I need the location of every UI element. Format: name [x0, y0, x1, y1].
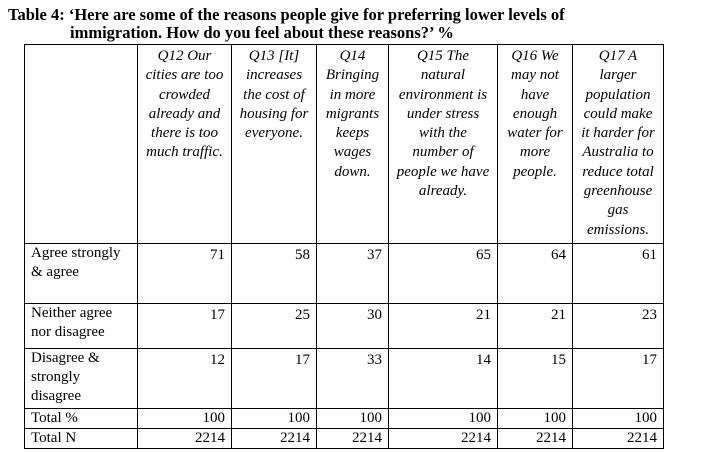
table-cell: 2214	[138, 429, 232, 449]
table-cell: 100	[498, 409, 573, 429]
header-corner-cell	[25, 45, 138, 244]
column-header-q16: Q16 We may not have enough water for more people.	[498, 45, 573, 244]
table-row-total-n	[25, 429, 664, 449]
table-cell: 2214	[573, 429, 664, 449]
table-cell: 2214	[232, 429, 317, 449]
column-header-q13: Q13 [It] increases the cost of housing for everyone.	[232, 45, 317, 244]
table-cell: 2214	[317, 429, 389, 449]
table-cell: 12	[138, 349, 232, 409]
table-cell: 33	[317, 349, 389, 409]
table-title-line-1: Table 4: ‘Here are some of the reasons people give for preferring lower levels of	[8, 5, 565, 24]
table-row-agree	[25, 244, 664, 304]
table-cell: 23	[573, 304, 664, 349]
table-cell: 14	[389, 349, 498, 409]
table-cell: 71	[138, 244, 232, 304]
table-cell: 17	[232, 349, 317, 409]
row-label: Disagree & strongly disagree	[25, 349, 138, 409]
table-row-total-percent	[25, 409, 664, 429]
column-header-q15: Q15 The natural environment is under stress with the number of people we have already.	[389, 45, 498, 244]
table-cell: 21	[498, 304, 573, 349]
table-cell: 2214	[498, 429, 573, 449]
table-cell: 37	[317, 244, 389, 304]
table-title	[8, 6, 714, 42]
table-cell: 100	[232, 409, 317, 429]
table-cell: 100	[573, 409, 664, 429]
table-cell: 30	[317, 304, 389, 349]
table-cell: 100	[317, 409, 389, 429]
table-header-row	[25, 45, 664, 244]
survey-table	[24, 44, 664, 449]
row-label: Total %	[25, 409, 138, 429]
table-cell: 65	[389, 244, 498, 304]
table-cell: 100	[389, 409, 498, 429]
column-header-q12: Q12 Our cities are too crowded already and there is too much traffic.	[138, 45, 232, 244]
table-cell: 25	[232, 304, 317, 349]
table-cell: 21	[389, 304, 498, 349]
table-cell: 17	[138, 304, 232, 349]
column-header-q17: Q17 A larger population could make it harder for Australia to reduce total greenhouse gas emissions.	[573, 45, 664, 244]
table-cell: 15	[498, 349, 573, 409]
table-title-line-2: immigration. How do you feel about these reasons?’ %	[70, 23, 454, 42]
table-cell: 100	[138, 409, 232, 429]
table-row-neither	[25, 304, 664, 349]
column-header-q14: Q14 Bringing in more migrants keeps wages down.	[317, 45, 389, 244]
row-label: Agree strongly & agree	[25, 244, 138, 304]
table-row-disagree	[25, 349, 664, 409]
table-cell: 61	[573, 244, 664, 304]
table-cell: 17	[573, 349, 664, 409]
row-label: Neither agree nor disagree	[25, 304, 138, 349]
table-cell: 2214	[389, 429, 498, 449]
table-cell: 58	[232, 244, 317, 304]
table-cell: 64	[498, 244, 573, 304]
row-label: Total N	[25, 429, 138, 449]
